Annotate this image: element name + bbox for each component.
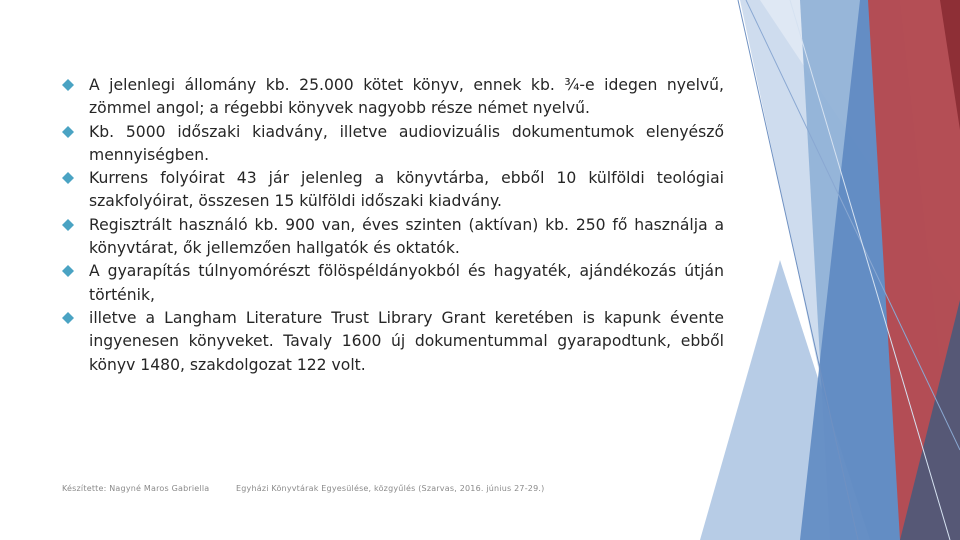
bullet-list [62, 74, 724, 377]
diamond-bullet-icon [62, 219, 74, 231]
footer-author: Készítette: Nagyné Maros Gabriella [62, 484, 210, 493]
bullet-item [62, 167, 724, 214]
bullet-item [62, 307, 724, 377]
bullet-text: Regisztrált használó kb. 900 van, éves szinten (aktívan) kb. 250 fő használja a könyvtárat, ők jellemzően hallgatók és oktatók. [89, 215, 724, 258]
bullet-text: Kb. 5000 időszaki kiadvány, illetve audiovizuális dokumentumok elenyésző mennyiségben. [89, 122, 724, 164]
bullet-item [62, 214, 724, 261]
diamond-bullet-icon [62, 79, 74, 91]
diamond-bullet-icon [62, 126, 74, 138]
diamond-bullet-icon [62, 312, 74, 324]
bullet-text: Kurrens folyóirat 43 jár jelenleg a könyvtárba, ebből 10 külföldi teológiai szakfolyóirat, összesen 15 külföldi időszaki kiadvány. [89, 169, 724, 211]
diamond-bullet-icon [62, 265, 74, 277]
footer-event: Egyházi Könyvtárak Egyesülése, közgyűlés (Szarvas, 2016. június 27-29.) [236, 484, 545, 493]
bullet-text: illetve a Langham Literature Trust Library Grant keretében is kapunk évente ingyenesen könyveket. Tavaly 1600 új dokumentummal gyarapodtunk, ebből könyv 1480, szakdolgozat 122 volt. [89, 308, 724, 374]
bullet-item [62, 74, 724, 121]
diamond-bullet-icon [62, 172, 74, 184]
bullet-text: A jelenlegi állomány kb. 25.000 kötet könyv, ennek kb. ¾-e idegen nyelvű, zömmel angol; a régebbi könyvek nagyobb része német nyelvű. [89, 76, 724, 118]
bullet-item [62, 121, 724, 168]
bullet-text: A gyarapítás túlnyomórészt fölöspéldányokból és hagyaték, ajándékozás útján történik, [89, 262, 724, 304]
bullet-item [62, 260, 724, 307]
